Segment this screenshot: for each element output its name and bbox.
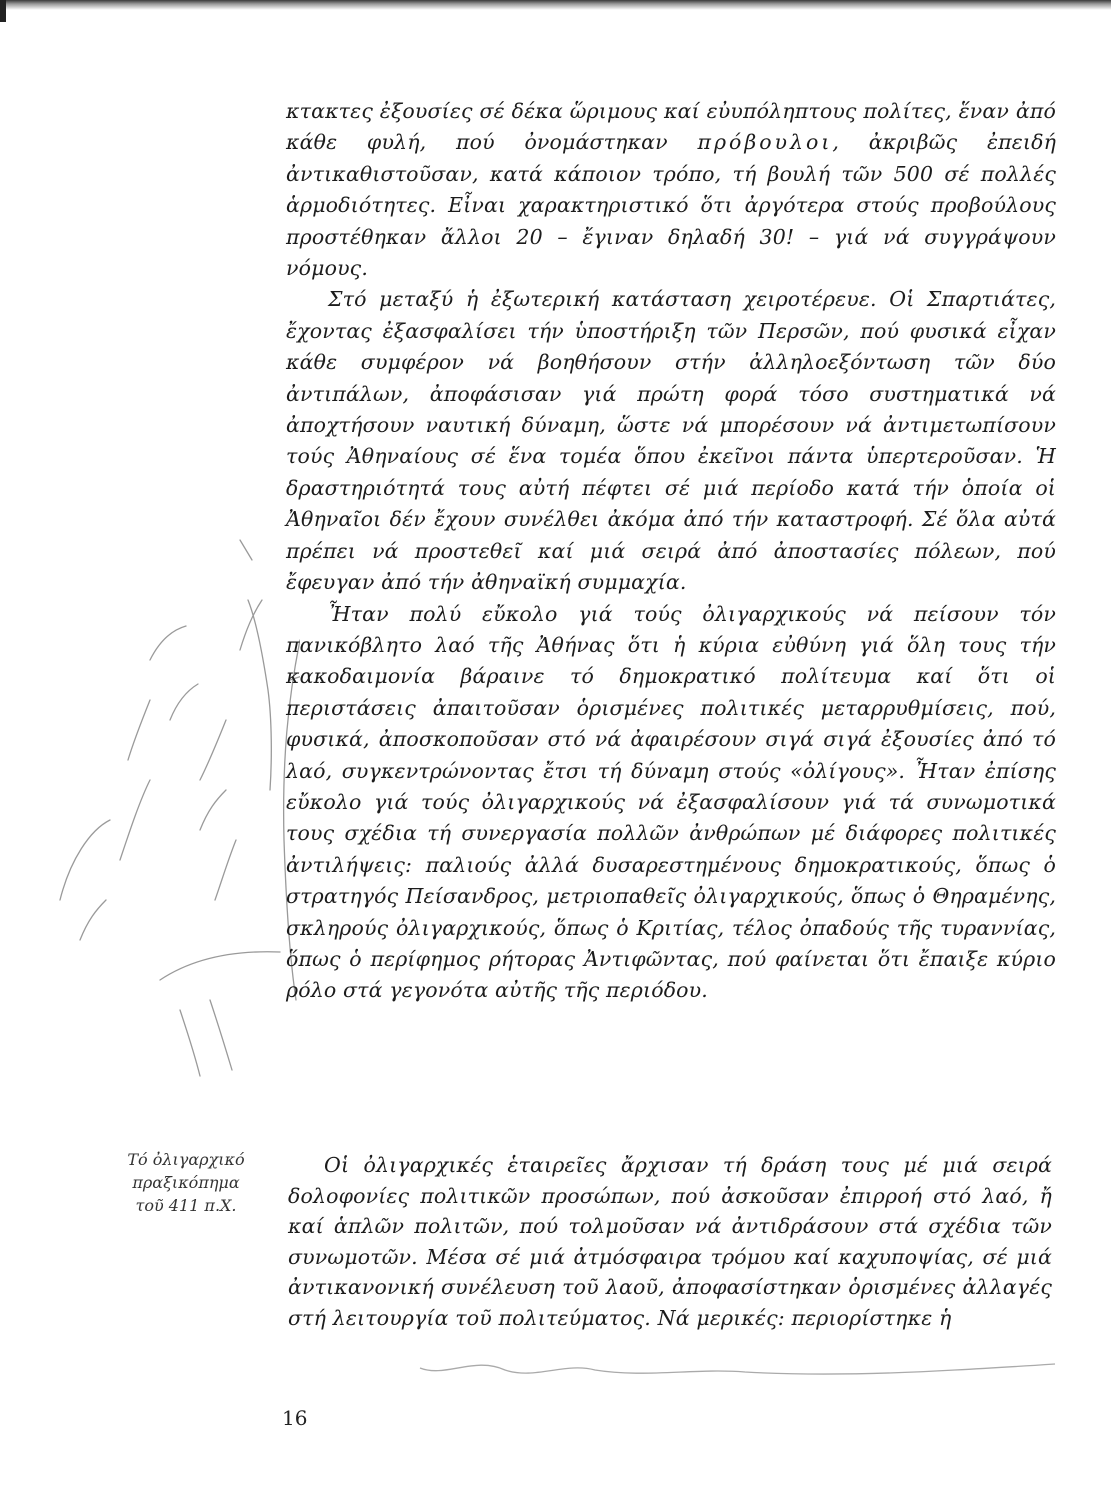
scan-corner-mark — [0, 0, 6, 22]
main-text-column — [286, 96, 1056, 1007]
margin-note-line-2: πραξικόπημα — [132, 1173, 240, 1192]
margin-note — [96, 1148, 276, 1217]
probouloi-term: πρόβουλοι — [697, 130, 833, 155]
paragraph-1-text: κτακτες ἐξουσίες σέ δέκα ὥριμους καί εὐυπόληπτους πολίτες, ἕναν ἀπό κάθε φυλή, πού ὀνομάστηκαν — [286, 99, 1056, 155]
oligarchic-coup-section — [288, 1150, 1052, 1333]
page-number: 16 — [282, 1406, 308, 1430]
paragraph-1 — [286, 96, 1056, 284]
paragraph-2: Στό μεταξύ ἡ ἐξωτερική κατάσταση χειροτέρευε. Οἱ Σπαρτιάτες, ἔχοντας ἐξασφαλίσει τήν ὑποστήριξη τῶν Περσῶν, πού φυσικά εἶχαν κάθε συμφέρον νά βοηθήσουν στήν ἀλληλοεξόντωση τῶν δύο ἀντιπάλων, ἀποφάσισαν γιά πρώτη φορά τόσο συστηματικά νά ἀποχτήσουν ναυτική δύναμη, ὥστε νά μπορέσουν νά ἀντιμετωπίσουν τούς Ἀθηναίους σέ ἕνα τομέα ὅπου ἐκεῖνοι πάντα ὑπερτεροῦσαν. Ἡ δραστηριότητά τους αὐτή πέφτει σέ μιά περίοδο κατά τήν ὁποία οἱ Ἀθηναῖοι δέν ἔχουν συνέλθει ἀκόμα ἀπό τήν καταστροφή. Σέ ὅλα αὐτά πρέπει νά προστεθεῖ καί μιά σειρά ἀπό ἀποστασίες πόλεων, πού ἔφευγαν ἀπό τήν ἀθηναϊκή συμμαχία. — [286, 287, 1056, 595]
pencil-margin-annotations — [0, 0, 300, 1150]
margin-note-line-1: Τό ὀλιγαρχικό — [127, 1150, 245, 1169]
margin-note-line-3: τοῦ 411 π.Χ. — [135, 1196, 237, 1215]
scan-top-edge — [0, 0, 1111, 10]
paragraph-3: Ἦταν πολύ εὔκολο γιά τούς ὀλιγαρχικούς νά πείσουν τόν πανικόβλητο λαό τῆς Ἀθήνας ὅτι ἡ κύρια εὐθύνη γιά ὅλη τους τήν κακοδαιμονία βάραινε τό δημοκρατικό πολίτευμα καί ὅτι οἱ περιστάσεις ἀπαιτοῦσαν ὁρισμένες πολιτικές μεταρρυθμίσεις, πού, φυσικά, ἀποσκοποῦσαν στό νά ἀφαιρέσουν σιγά σιγά ἐξουσίες ἀπό τό λαό, συγκεντρώνοντας ἔτσι τή δύναμη στούς «ὀλίγους». Ἦταν ἐπίσης εὔκολο γιά τούς ὀλιγαρχικούς νά ἐξασφαλίσουν γιά τά συνωμοτικά τους σχέδια τή συνεργασία πολλῶν ἀνθρώπων μέ διάφορες πολιτικές ἀντιλήψεις: παλιούς ἀλλά δυσαρεστημένους δημοκρατικούς, ὅπως ὁ στρατηγός Πείσανδρος, μετριοπαθεῖς ὀλιγαρχικούς, ὅπως ὁ Θηραμένης, σκληρούς ὀλιγαρχικούς, ὅπως ὁ Κριτίας, τέλος ὀπαδούς τῆς τυραννίας, ὅπως ὁ περίφημος ρήτορας Ἀντιφῶντας, πού φαίνεται ὅτι ἔπαιξε κύριο ρόλο στά γεγονότα αὐτῆς τῆς περιόδου. — [286, 601, 1056, 1003]
pencil-underline-scribble — [415, 1348, 1065, 1388]
paragraph-1-rest: , ἀκριβῶς ἐπειδή ἀντικαθιστοῦσαν, κατά κάποιον τρόπο, τή βουλή τῶν 500 σέ πολλές ἁρμοδιότητες. Εἶναι χαρακτηριστικό ὅτι ἀργότερα στούς προβούλους προστέθηκαν ἄλλοι 20 – ἔγιναν δηλαδή 30! – γιά νά συγγράψουν νόμους. — [286, 130, 1057, 281]
paragraph-4: Οἱ ὀλιγαρχικές ἑταιρεῖες ἄρχισαν τή δράση τους μέ μιά σειρά δολοφονίες πολιτικῶν προσώπων, πού ἀσκοῦσαν ἐπιρροή στό λαό, ἤ καί ἁπλῶν πολιτῶν, πού τολμοῦσαν νά ἀντιδράσουν στά σχέδια τῶν συνωμοτῶν. Μέσα σέ μιά ἀτμόσφαιρα τρόμου καί καχυποψίας, σέ μιά ἀντικανονική συνέλευση τοῦ λαοῦ, ἀποφασίστηκαν ὁρισμένες ἀλλαγές στή λειτουργία τοῦ πολιτεύματος. Νά μερικές: περιορίστηκε ἡ — [288, 1153, 1052, 1330]
